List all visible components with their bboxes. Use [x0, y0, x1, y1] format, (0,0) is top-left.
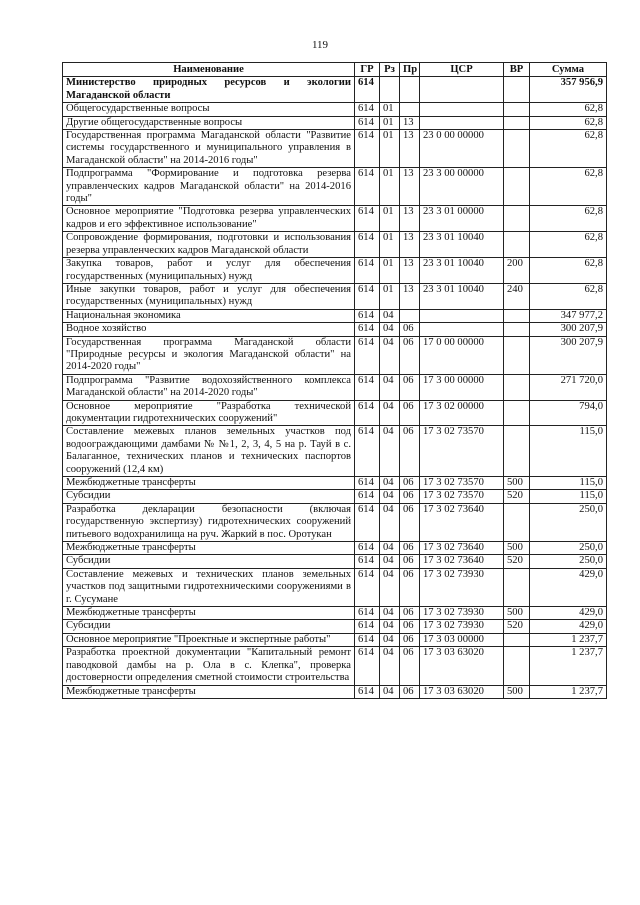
- table-row: [63, 232, 607, 258]
- cell-sum: 250,0: [530, 542, 607, 555]
- cell-name: Основное мероприятие "Разработка технической документации гидротехнических сооружений": [63, 400, 355, 426]
- table-row: [63, 555, 607, 568]
- cell-csr: 17 3 03 00000: [420, 633, 504, 646]
- cell-pr: 13: [400, 283, 420, 309]
- cell-csr: 17 3 02 73570: [420, 426, 504, 477]
- cell-csr: 17 3 02 73640: [420, 555, 504, 568]
- cell-sum: 62,8: [530, 103, 607, 116]
- cell-name: Субсидии: [63, 490, 355, 503]
- cell-pr: [400, 103, 420, 116]
- cell-gr: 614: [355, 283, 380, 309]
- cell-csr: 17 3 02 00000: [420, 400, 504, 426]
- cell-vr: [504, 400, 530, 426]
- cell-rz: [380, 77, 400, 103]
- cell-pr: 13: [400, 258, 420, 284]
- cell-gr: 614: [355, 607, 380, 620]
- cell-csr: 23 3 01 00000: [420, 206, 504, 232]
- cell-gr: 614: [355, 568, 380, 606]
- cell-vr: 240: [504, 283, 530, 309]
- cell-vr: [504, 503, 530, 541]
- cell-sum: 115,0: [530, 426, 607, 477]
- cell-csr: 17 0 00 00000: [420, 336, 504, 374]
- cell-pr: 06: [400, 620, 420, 633]
- cell-sum: 429,0: [530, 568, 607, 606]
- table-row: [63, 206, 607, 232]
- cell-gr: 614: [355, 633, 380, 646]
- cell-sum: 429,0: [530, 607, 607, 620]
- cell-rz: 01: [380, 283, 400, 309]
- cell-name: Иные закупки товаров, работ и услуг для обеспечения государственных (муниципальных) нужд: [63, 283, 355, 309]
- budget-table: [62, 62, 607, 699]
- table-row: [63, 607, 607, 620]
- cell-sum: 357 956,9: [530, 77, 607, 103]
- cell-name: Государственная программа Магаданской области "Природные ресурсы и экология Магаданской области" на 2014-2020 годы": [63, 336, 355, 374]
- cell-gr: 614: [355, 555, 380, 568]
- cell-vr: 200: [504, 258, 530, 284]
- table-row: [63, 103, 607, 116]
- table-row: [63, 336, 607, 374]
- cell-name: Подпрограмма "Формирование и подготовка резерва управленческих кадров Магаданской области" на 2014-2016 годы": [63, 168, 355, 206]
- cell-sum: 62,8: [530, 130, 607, 168]
- cell-vr: [504, 130, 530, 168]
- cell-vr: [504, 77, 530, 103]
- cell-gr: 614: [355, 232, 380, 258]
- cell-name: Подпрограмма "Развитие водохозяйственного комплекса Магаданской области" на 2014-2020 годы": [63, 374, 355, 400]
- cell-sum: 62,8: [530, 232, 607, 258]
- cell-vr: [504, 116, 530, 129]
- cell-sum: 429,0: [530, 620, 607, 633]
- cell-gr: 614: [355, 490, 380, 503]
- table-row: [63, 620, 607, 633]
- cell-name: Субсидии: [63, 555, 355, 568]
- cell-csr: [420, 103, 504, 116]
- cell-pr: 13: [400, 206, 420, 232]
- cell-sum: 62,8: [530, 116, 607, 129]
- cell-pr: 06: [400, 607, 420, 620]
- cell-rz: 04: [380, 620, 400, 633]
- cell-vr: [504, 633, 530, 646]
- cell-gr: 614: [355, 542, 380, 555]
- cell-name: Закупка товаров, работ и услуг для обеспечения государственных (муниципальных) нужд: [63, 258, 355, 284]
- cell-gr: 614: [355, 77, 380, 103]
- cell-sum: 62,8: [530, 258, 607, 284]
- cell-sum: 300 207,9: [530, 323, 607, 336]
- cell-vr: [504, 232, 530, 258]
- cell-rz: 04: [380, 503, 400, 541]
- cell-name: Основное мероприятие "Подготовка резерва управленческих кадров и его эффективное использование": [63, 206, 355, 232]
- cell-vr: [504, 206, 530, 232]
- cell-pr: 13: [400, 116, 420, 129]
- cell-name: Субсидии: [63, 620, 355, 633]
- header-csr: ЦСР: [420, 63, 504, 77]
- cell-rz: 04: [380, 400, 400, 426]
- cell-gr: 614: [355, 426, 380, 477]
- cell-pr: 06: [400, 633, 420, 646]
- cell-gr: 614: [355, 309, 380, 322]
- cell-rz: 01: [380, 232, 400, 258]
- cell-vr: [504, 309, 530, 322]
- table-row: [63, 77, 607, 103]
- cell-sum: 62,8: [530, 283, 607, 309]
- cell-csr: 17 3 03 63020: [420, 647, 504, 685]
- cell-vr: [504, 374, 530, 400]
- cell-name: Сопровождение формирования, подготовки и использования резерва управленческих кадров Магаданской области: [63, 232, 355, 258]
- cell-pr: 06: [400, 568, 420, 606]
- cell-rz: 04: [380, 542, 400, 555]
- cell-pr: 06: [400, 477, 420, 490]
- cell-pr: 13: [400, 130, 420, 168]
- cell-vr: 500: [504, 542, 530, 555]
- cell-pr: 06: [400, 647, 420, 685]
- cell-gr: 614: [355, 477, 380, 490]
- cell-gr: 614: [355, 206, 380, 232]
- table-row: [63, 477, 607, 490]
- table-row: [63, 426, 607, 477]
- table-row: [63, 374, 607, 400]
- cell-name: Межбюджетные трансферты: [63, 477, 355, 490]
- cell-csr: 23 3 01 10040: [420, 232, 504, 258]
- cell-name: Государственная программа Магаданской области "Развитие системы государственного и муниципального управления в Магаданской области" на 2014-2016 годы": [63, 130, 355, 168]
- cell-name: Межбюджетные трансферты: [63, 607, 355, 620]
- cell-rz: 04: [380, 685, 400, 698]
- cell-pr: 13: [400, 232, 420, 258]
- cell-csr: 17 3 02 73570: [420, 477, 504, 490]
- cell-sum: 62,8: [530, 206, 607, 232]
- cell-rz: 04: [380, 647, 400, 685]
- table-row: [63, 283, 607, 309]
- cell-vr: [504, 103, 530, 116]
- header-pr: Пр: [400, 63, 420, 77]
- cell-rz: 04: [380, 633, 400, 646]
- cell-rz: 01: [380, 116, 400, 129]
- cell-csr: [420, 77, 504, 103]
- cell-vr: [504, 336, 530, 374]
- cell-rz: 04: [380, 336, 400, 374]
- table-row: [63, 568, 607, 606]
- cell-csr: 23 3 01 10040: [420, 283, 504, 309]
- cell-csr: 23 0 00 00000: [420, 130, 504, 168]
- cell-rz: 01: [380, 130, 400, 168]
- cell-gr: 614: [355, 103, 380, 116]
- cell-gr: 614: [355, 116, 380, 129]
- cell-gr: 614: [355, 130, 380, 168]
- table-row: [63, 400, 607, 426]
- table-row: [63, 323, 607, 336]
- cell-csr: 17 3 03 63020: [420, 685, 504, 698]
- cell-name: Разработка проектной документации "Капитальный ремонт паводковой дамбы на р. Ола в с. Клепка", проверка достоверности определения сметной стоимости строительства: [63, 647, 355, 685]
- cell-vr: 500: [504, 607, 530, 620]
- table-row: [63, 503, 607, 541]
- cell-gr: 614: [355, 685, 380, 698]
- cell-sum: 271 720,0: [530, 374, 607, 400]
- cell-gr: 614: [355, 400, 380, 426]
- cell-csr: 17 3 02 73640: [420, 542, 504, 555]
- cell-name: Составление межевых и технических планов земельных участков под защитными гидротехническими сооружениями в г. Сусумане: [63, 568, 355, 606]
- header-sum: Сумма: [530, 63, 607, 77]
- table-row: [63, 633, 607, 646]
- cell-name: Основное мероприятие "Проектные и экспертные работы": [63, 633, 355, 646]
- cell-vr: 520: [504, 620, 530, 633]
- cell-sum: 794,0: [530, 400, 607, 426]
- table-body: [63, 77, 607, 699]
- cell-csr: 17 3 02 73640: [420, 503, 504, 541]
- cell-csr: [420, 323, 504, 336]
- cell-gr: 614: [355, 258, 380, 284]
- cell-vr: [504, 168, 530, 206]
- cell-pr: 06: [400, 426, 420, 477]
- cell-pr: 06: [400, 685, 420, 698]
- cell-csr: 17 3 00 00000: [420, 374, 504, 400]
- cell-rz: 04: [380, 374, 400, 400]
- cell-vr: [504, 426, 530, 477]
- cell-csr: 23 3 01 10040: [420, 258, 504, 284]
- cell-rz: 01: [380, 258, 400, 284]
- cell-gr: 614: [355, 323, 380, 336]
- cell-vr: [504, 568, 530, 606]
- cell-pr: [400, 77, 420, 103]
- header-rz: Рз: [380, 63, 400, 77]
- cell-name: Разработка декларации безопасности (включая государственную экспертизу) гидротехнических сооружений питьевого водохранилища на руч. Жаркий в пос. Оротукан: [63, 503, 355, 541]
- cell-sum: 347 977,2: [530, 309, 607, 322]
- cell-vr: [504, 647, 530, 685]
- cell-gr: 614: [355, 374, 380, 400]
- cell-rz: 04: [380, 607, 400, 620]
- cell-vr: [504, 323, 530, 336]
- cell-name: Межбюджетные трансферты: [63, 685, 355, 698]
- cell-rz: 04: [380, 555, 400, 568]
- cell-vr: 520: [504, 555, 530, 568]
- table-row: [63, 309, 607, 322]
- cell-name: Водное хозяйство: [63, 323, 355, 336]
- cell-csr: [420, 309, 504, 322]
- cell-pr: 06: [400, 336, 420, 374]
- cell-csr: 17 3 02 73570: [420, 490, 504, 503]
- cell-sum: 300 207,9: [530, 336, 607, 374]
- cell-pr: 13: [400, 168, 420, 206]
- cell-rz: 04: [380, 490, 400, 503]
- table-row: [63, 258, 607, 284]
- cell-sum: 250,0: [530, 503, 607, 541]
- cell-gr: 614: [355, 503, 380, 541]
- cell-rz: 04: [380, 477, 400, 490]
- cell-vr: 500: [504, 477, 530, 490]
- cell-name: Министерство природных ресурсов и экологии Магаданской области: [63, 77, 355, 103]
- cell-csr: 23 3 00 00000: [420, 168, 504, 206]
- cell-sum: 1 237,7: [530, 633, 607, 646]
- cell-name: Другие общегосударственные вопросы: [63, 116, 355, 129]
- cell-pr: 06: [400, 542, 420, 555]
- cell-sum: 1 237,7: [530, 647, 607, 685]
- table-row: [63, 116, 607, 129]
- table-row: [63, 168, 607, 206]
- header-vr: ВР: [504, 63, 530, 77]
- cell-csr: 17 3 02 73930: [420, 568, 504, 606]
- cell-sum: 115,0: [530, 490, 607, 503]
- cell-rz: 01: [380, 206, 400, 232]
- header-name: Наименование: [63, 63, 355, 77]
- cell-pr: 06: [400, 374, 420, 400]
- table-row: [63, 647, 607, 685]
- cell-name: Национальная экономика: [63, 309, 355, 322]
- cell-pr: 06: [400, 555, 420, 568]
- cell-pr: [400, 309, 420, 322]
- cell-vr: 520: [504, 490, 530, 503]
- cell-name: Общегосударственные вопросы: [63, 103, 355, 116]
- header-gr: ГР: [355, 63, 380, 77]
- cell-sum: 115,0: [530, 477, 607, 490]
- cell-gr: 614: [355, 647, 380, 685]
- cell-gr: 614: [355, 168, 380, 206]
- cell-pr: 06: [400, 400, 420, 426]
- cell-rz: 01: [380, 103, 400, 116]
- cell-rz: 04: [380, 323, 400, 336]
- cell-rz: 01: [380, 168, 400, 206]
- cell-pr: 06: [400, 503, 420, 541]
- table-row: [63, 130, 607, 168]
- cell-vr: 500: [504, 685, 530, 698]
- cell-csr: 17 3 02 73930: [420, 607, 504, 620]
- cell-pr: 06: [400, 323, 420, 336]
- cell-rz: 04: [380, 568, 400, 606]
- page-number: 119: [311, 39, 329, 51]
- cell-rz: 04: [380, 309, 400, 322]
- cell-name: Межбюджетные трансферты: [63, 542, 355, 555]
- cell-gr: 614: [355, 336, 380, 374]
- cell-sum: 1 237,7: [530, 685, 607, 698]
- table-header-row: [63, 63, 607, 77]
- table-row: [63, 490, 607, 503]
- cell-gr: 614: [355, 620, 380, 633]
- cell-name: Составление межевых планов земельных участков под водоограждающими дамбами № №1, 2, 3, 4, 5 на р. Тауй в с. Балаганное, технических планов и технических паспортов сооружений (12,4 км): [63, 426, 355, 477]
- cell-csr: 17 3 02 73930: [420, 620, 504, 633]
- cell-pr: 06: [400, 490, 420, 503]
- cell-sum: 62,8: [530, 168, 607, 206]
- table-row: [63, 542, 607, 555]
- cell-sum: 250,0: [530, 555, 607, 568]
- cell-csr: [420, 116, 504, 129]
- table-row: [63, 685, 607, 698]
- cell-rz: 04: [380, 426, 400, 477]
